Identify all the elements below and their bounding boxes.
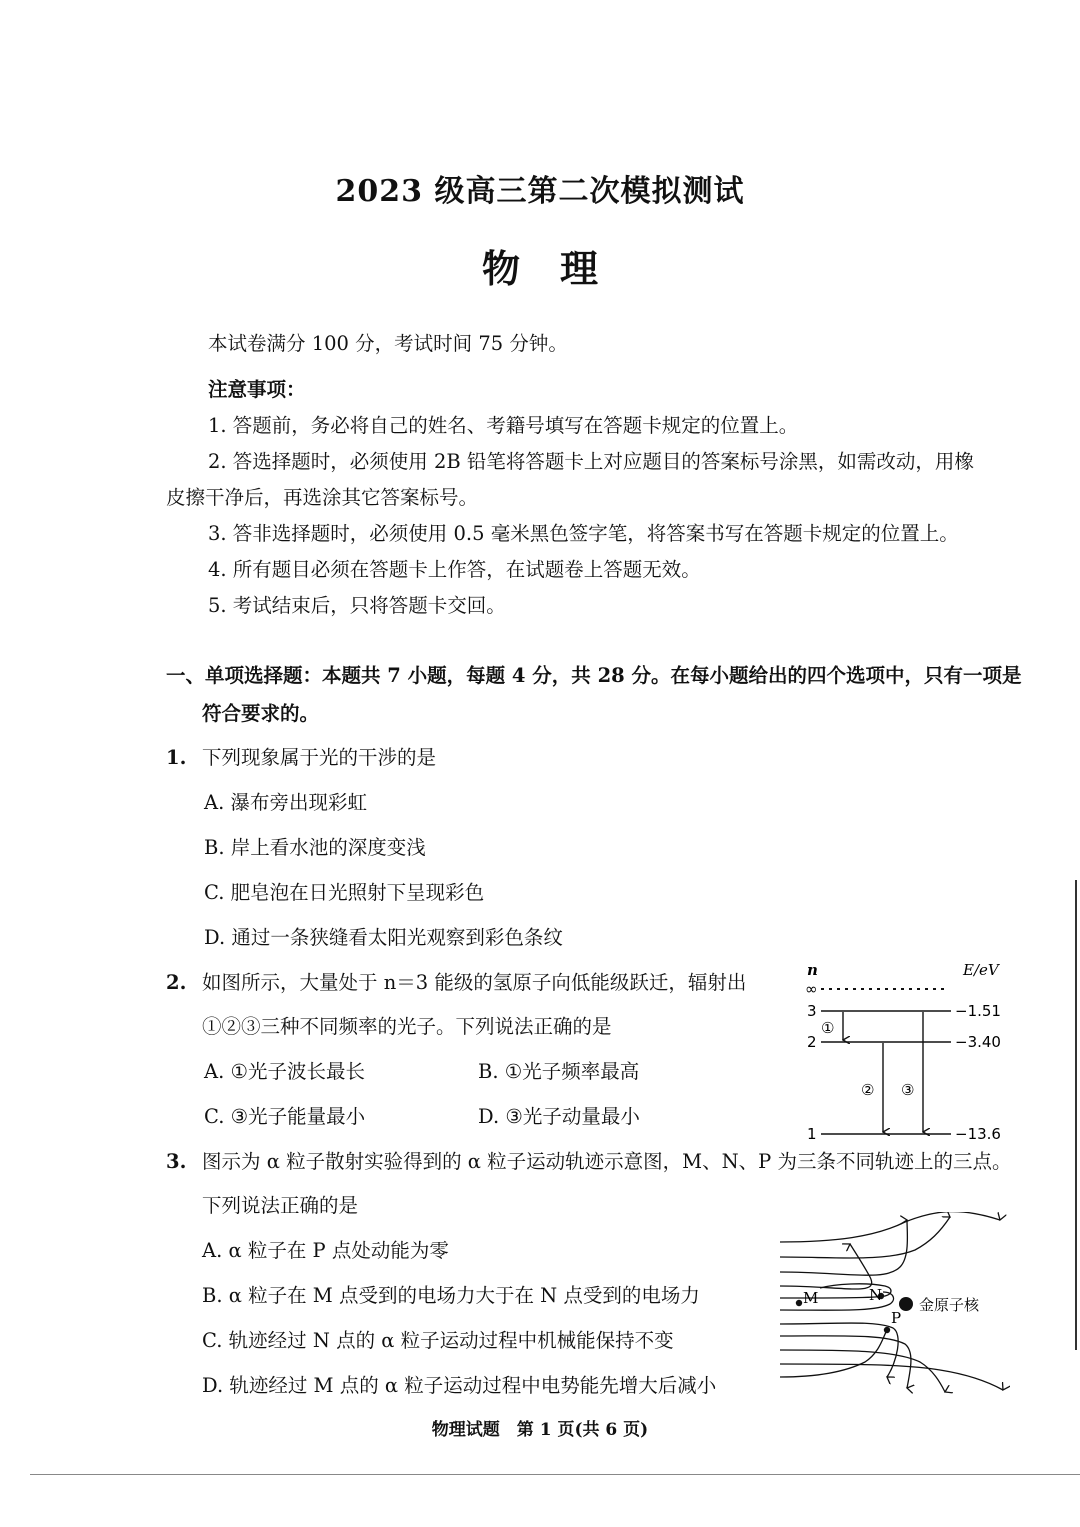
exam-title: 2023 级高三第二次模拟测试 xyxy=(335,174,745,209)
track-top-2 xyxy=(780,1217,950,1258)
point-m-label: M xyxy=(803,1289,819,1307)
q2-option-c: C. ③光子能量最小 xyxy=(204,1105,366,1128)
point-p-dot xyxy=(884,1327,890,1333)
note-2-cont: 皮擦干净后，再选涂其它答案标号。 xyxy=(166,486,479,509)
q3-option-d: D. 轨迹经过 M 点的 α 粒子运动过程中电势能先增大后减小 xyxy=(202,1374,717,1397)
q3-option-b: B. α 粒子在 M 点受到的电场力大于在 N 点受到的电场力 xyxy=(202,1284,700,1307)
level-2-n: 2 xyxy=(807,1033,817,1051)
q2-option-b: B. ①光子频率最高 xyxy=(478,1060,640,1083)
q3-option-c: C. 轨迹经过 N 点的 α 粒子运动过程中机械能保持不变 xyxy=(202,1329,674,1352)
note-5: 5. 考试结束后，只将答题卡交回。 xyxy=(208,594,506,617)
gold-nucleus xyxy=(899,1297,913,1311)
gold-nucleus-label: 金原子核 xyxy=(919,1296,980,1314)
exam-summary: 本试卷满分 100 分，考试时间 75 分钟。 xyxy=(208,332,568,355)
level-2-energy: −3.40 xyxy=(955,1033,1001,1051)
q3-stem-line2: 下列说法正确的是 xyxy=(202,1194,359,1217)
note-3: 3. 答非选择题时，必须使用 0.5 毫米黑色签字笔，将答案书写在答题卡规定的位置上。 xyxy=(208,522,959,545)
notes-heading: 注意事项： xyxy=(208,378,306,401)
q1-option-d: D. 通过一条狭缝看太阳光观察到彩色条纹 xyxy=(204,926,563,949)
q2-option-d: D. ③光子动量最小 xyxy=(478,1105,640,1128)
level-1-energy: −13.6 xyxy=(955,1125,1001,1143)
q2-stem-line1: 如图所示，大量处于 n＝3 能级的氢原子向低能级跃迁，辐射出 xyxy=(202,971,747,994)
point-m-dot xyxy=(796,1300,802,1306)
section-heading: 一、单项选择题：本题共 7 小题，每题 4 分，共 28 分。在每小题给出的四个选项中，只有一项是 xyxy=(166,664,1022,687)
note-2: 2. 答选择题时，必须使用 2B 铅笔将答题卡上对应题目的答案标号涂黑，如需改动，用橡 xyxy=(208,450,974,473)
q1-option-c: C. 肥皂泡在日光照射下呈现彩色 xyxy=(204,881,485,904)
axis-n-label: n xyxy=(807,961,818,979)
track-top-4 xyxy=(780,1244,872,1289)
q1-stem: 下列现象属于光的干涉的是 xyxy=(202,746,437,769)
level-3-energy: −1.51 xyxy=(955,1002,1001,1020)
level-1-n: 1 xyxy=(807,1125,817,1143)
transition-1-label: ① xyxy=(821,1019,835,1037)
point-p-label: P xyxy=(891,1309,902,1327)
q1-option-b: B. 岸上看水池的深度变浅 xyxy=(204,836,426,859)
q2-option-a: A. ①光子波长最长 xyxy=(204,1060,365,1083)
point-n-label: N xyxy=(869,1286,883,1304)
track-bot-3 xyxy=(780,1350,945,1392)
energy-level-diagram xyxy=(795,955,1025,1150)
track-bot-2 xyxy=(780,1336,911,1388)
q2-stem-line2: ①②③三种不同频率的光子。下列说法正确的是 xyxy=(202,1015,612,1038)
alpha-scattering-diagram xyxy=(775,1212,1025,1397)
level-3-n: 3 xyxy=(807,1002,817,1020)
q3-stem-line1: 图示为 α 粒子散射实验得到的 α 粒子运动轨迹示意图，M、N、P 为三条不同轨迹上的三点。 xyxy=(202,1150,1012,1173)
q1-number: 1. xyxy=(166,746,187,769)
section-heading-cont: 符合要求的。 xyxy=(202,702,320,725)
q1-option-a: A. 瀑布旁出现彩虹 xyxy=(204,791,367,814)
subject-title: 物理 xyxy=(481,246,638,291)
q3-option-a: A. α 粒子在 P 点处动能为零 xyxy=(202,1239,449,1262)
level-inf-n: ∞ xyxy=(805,980,818,998)
transition-3-label: ③ xyxy=(901,1081,915,1099)
track-top-1 xyxy=(780,1212,1000,1242)
note-4: 4. 所有题目必须在答题卡上作答，在试题卷上答题无效。 xyxy=(208,558,701,581)
side-rule xyxy=(1075,880,1077,1350)
page-footer: 物理试题 第 1 页(共 6 页) xyxy=(431,1420,649,1440)
transition-2-label: ② xyxy=(861,1081,875,1099)
axis-energy-label: E/eV xyxy=(963,961,999,979)
footer-rule xyxy=(30,1474,1080,1475)
q2-number: 2. xyxy=(166,971,187,994)
note-1: 1. 答题前，务必将自己的姓名、考籍号填写在答题卡规定的位置上。 xyxy=(208,414,799,437)
q3-number: 3. xyxy=(166,1150,187,1173)
